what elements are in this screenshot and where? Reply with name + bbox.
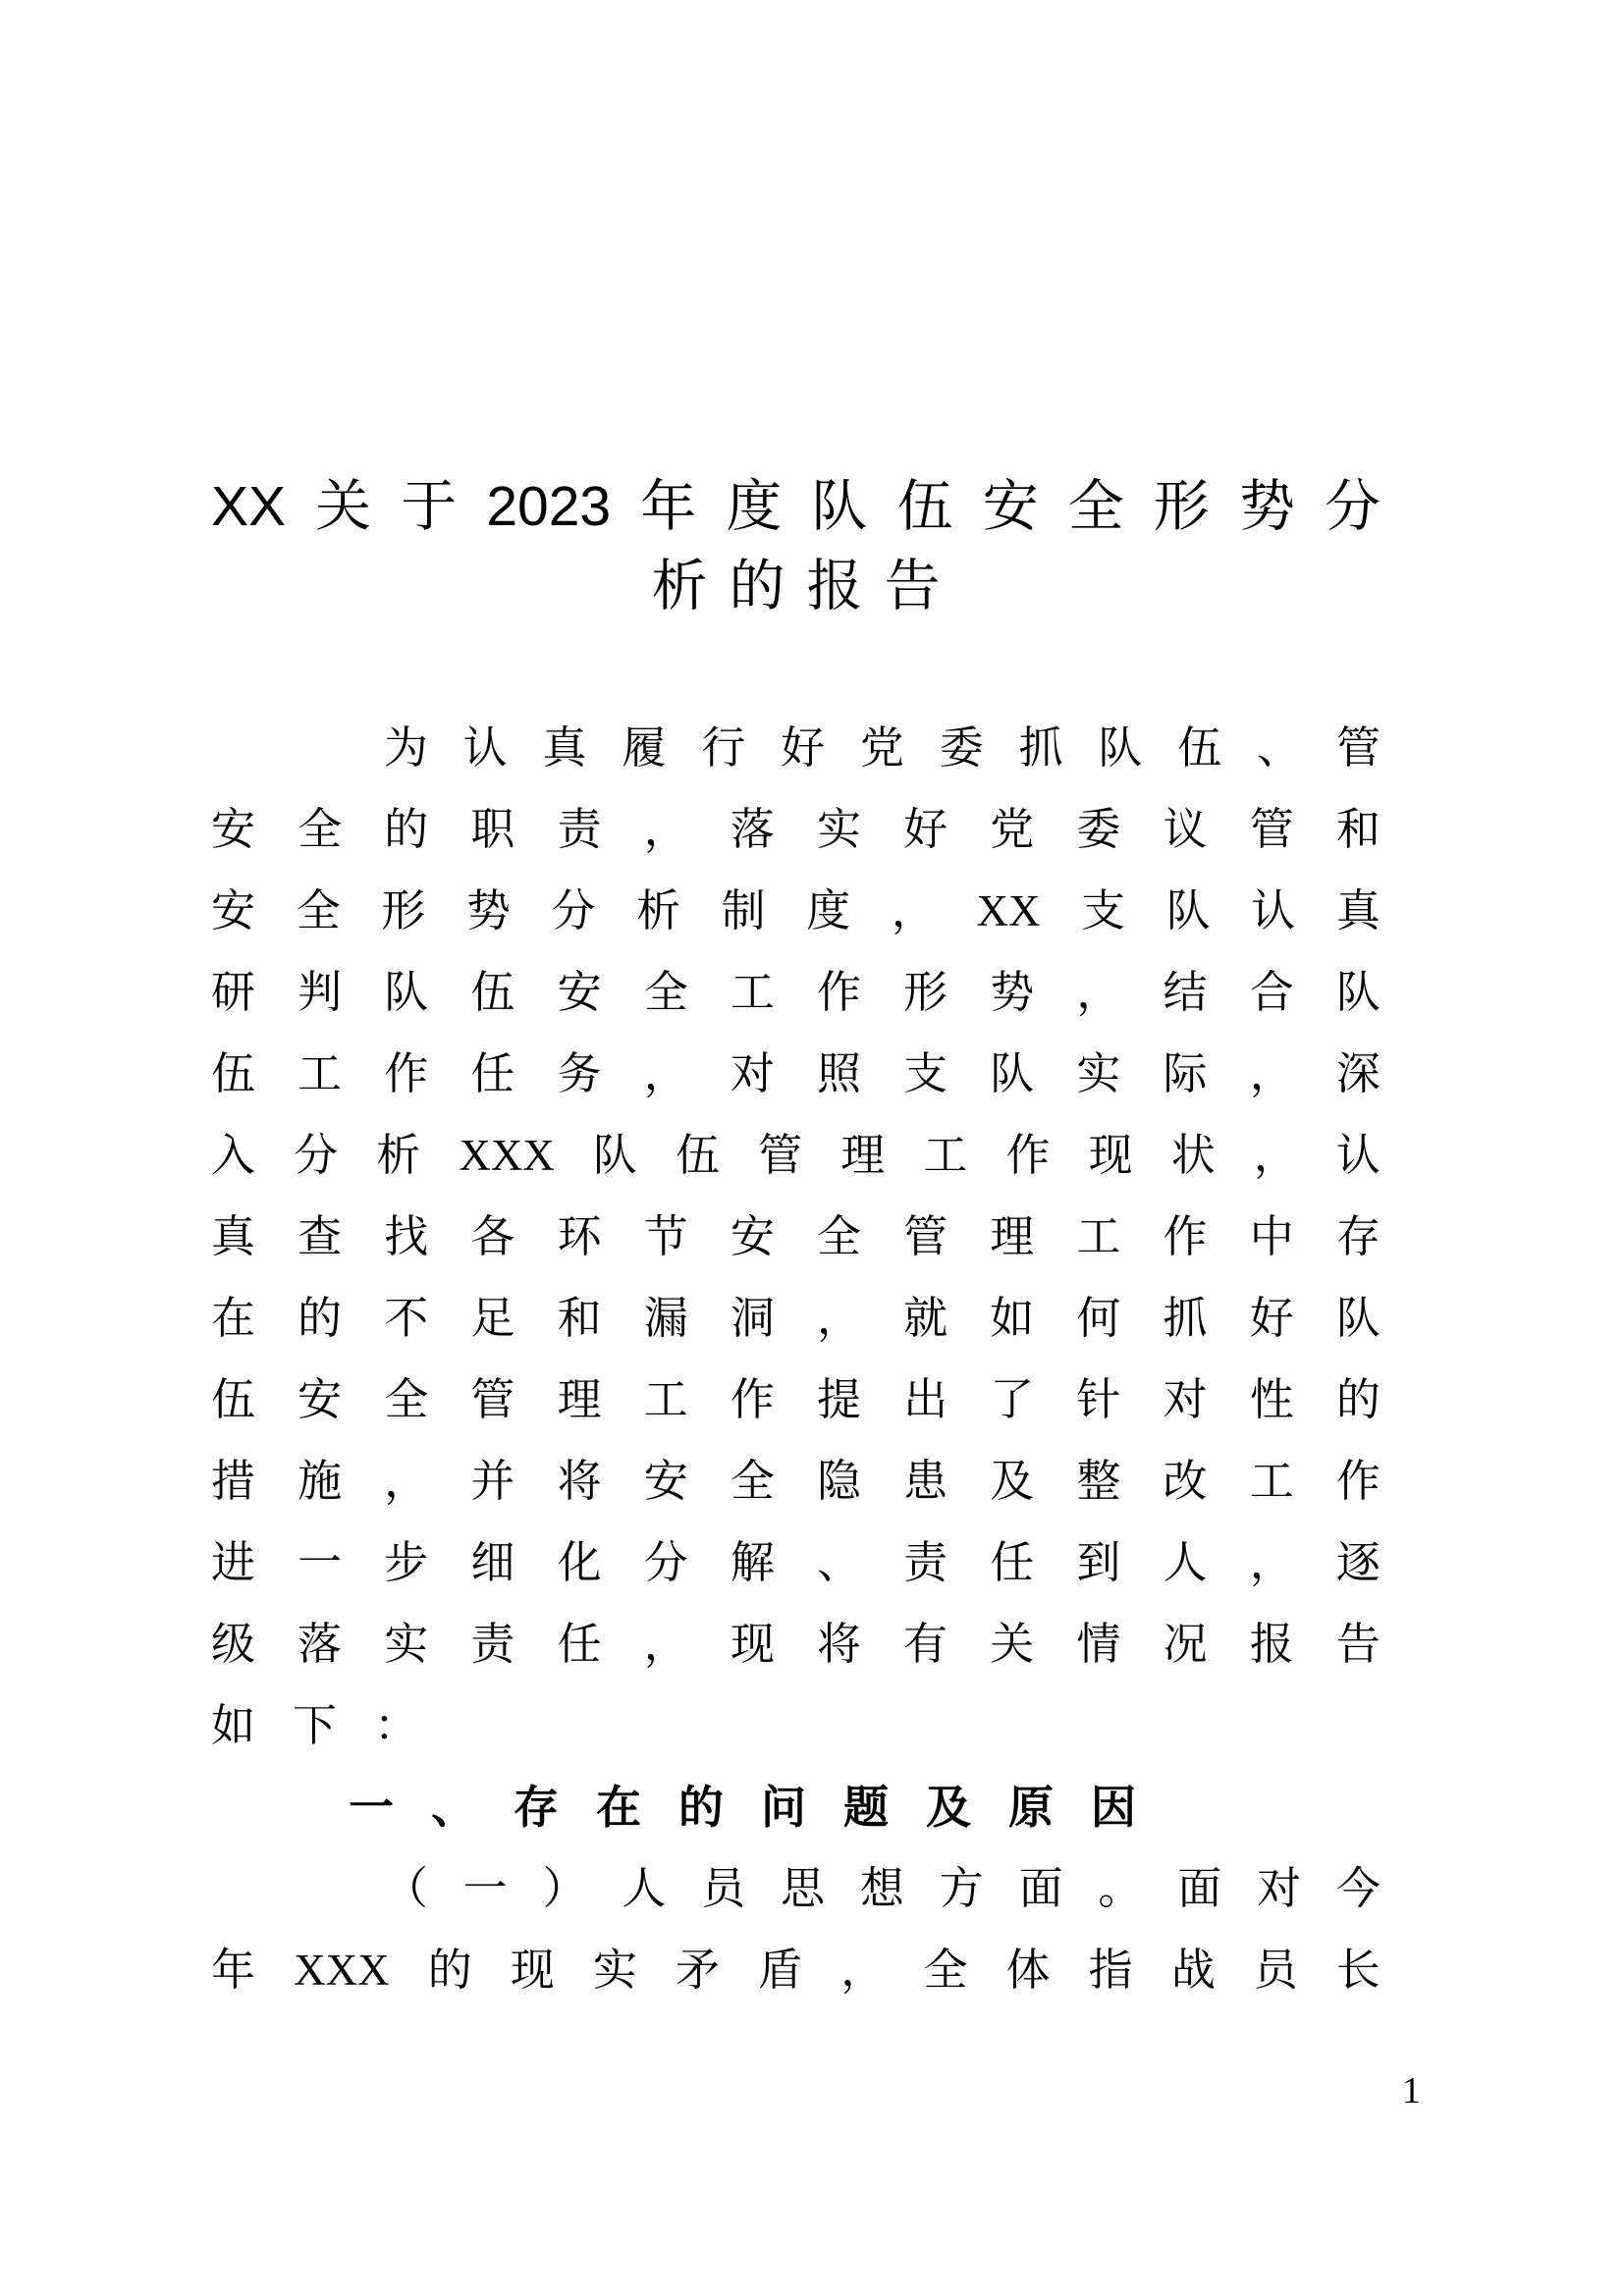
glyph: ：: [374, 1701, 419, 1750]
glyph: 存: [1335, 1212, 1380, 1261]
glyph: 管: [903, 1212, 948, 1261]
text-line: [211, 1441, 1380, 1522]
glyph: 对: [1163, 1375, 1208, 1424]
glyph: 结: [1163, 968, 1208, 1017]
glyph: 全: [643, 968, 688, 1017]
glyph: 作: [1005, 1131, 1051, 1180]
text-line: [211, 1522, 1380, 1604]
glyph: 就: [903, 1294, 948, 1343]
glyph: 及: [926, 1782, 971, 1833]
glyph: 全: [816, 1212, 861, 1261]
glyph: 针: [1076, 1375, 1121, 1424]
glyph: ，: [1253, 1131, 1298, 1180]
glyph: ，: [891, 886, 936, 935]
glyph: XX: [211, 475, 287, 538]
text-line: [211, 1278, 1380, 1360]
glyph: 安: [211, 886, 256, 935]
glyph: 现: [730, 1620, 775, 1669]
glyph: ）: [542, 1864, 587, 1913]
glyph: 现: [510, 1946, 555, 1995]
glyph: 分: [643, 1538, 688, 1587]
glyph: 管: [1335, 723, 1380, 773]
glyph: ，: [643, 805, 688, 854]
glyph: 工: [1076, 1212, 1121, 1261]
glyph: 面: [1018, 1864, 1063, 1913]
glyph: XXX: [294, 1946, 390, 1995]
glyph: 2023: [486, 475, 612, 538]
glyph: 体: [1005, 1946, 1051, 1995]
glyph: 问: [761, 1782, 806, 1833]
glyph: ，: [1249, 1049, 1294, 1098]
glyph: 环: [557, 1212, 602, 1261]
glyph: 在: [211, 1294, 256, 1343]
glyph: 现: [1088, 1131, 1133, 1180]
glyph: 漏: [643, 1294, 688, 1343]
glyph: ，: [1076, 968, 1121, 1017]
glyph: 员: [701, 1864, 746, 1913]
glyph: 题: [843, 1782, 889, 1833]
glyph: 存: [514, 1782, 559, 1833]
glyph: 制: [721, 886, 766, 935]
glyph: 势: [1238, 475, 1295, 538]
document-title: [211, 467, 1380, 626]
glyph: 落: [730, 805, 775, 854]
glyph: 到: [1076, 1538, 1121, 1587]
text-line: [211, 1197, 1380, 1278]
glyph: 的: [729, 555, 785, 617]
glyph: 进: [211, 1538, 256, 1587]
glyph: 落: [298, 1620, 343, 1669]
glyph: 对: [730, 1049, 775, 1098]
glyph: 作: [730, 1375, 775, 1424]
glyph: 管: [758, 1131, 803, 1180]
glyph: 析: [651, 555, 708, 617]
glyph: 如: [990, 1294, 1035, 1343]
glyph: 各: [470, 1212, 515, 1261]
glyph: 、: [431, 1782, 476, 1833]
glyph: 足: [470, 1294, 515, 1343]
glyph: 的: [1335, 1375, 1380, 1424]
text-line: [211, 871, 1380, 952]
glyph: 度: [726, 475, 783, 538]
glyph: 工: [298, 1049, 343, 1098]
glyph: 伍: [1177, 723, 1222, 773]
glyph: 原: [1008, 1782, 1054, 1833]
glyph: 认: [1335, 1131, 1380, 1180]
text-line: [211, 467, 1380, 547]
glyph: 将: [816, 1620, 861, 1669]
glyph: 提: [816, 1375, 861, 1424]
heading-line: [211, 1767, 1380, 1848]
glyph: ，: [840, 1946, 886, 1995]
text-line: [211, 1360, 1380, 1441]
glyph: 队: [1335, 968, 1380, 1017]
glyph: 分: [551, 886, 596, 935]
glyph: 找: [384, 1212, 429, 1261]
page-number: 1: [1402, 2070, 1421, 2111]
glyph: ，: [384, 1457, 429, 1506]
glyph: 人: [622, 1864, 667, 1913]
glyph: 队: [592, 1131, 637, 1180]
glyph: 性: [1249, 1375, 1294, 1424]
glyph: 状: [1170, 1131, 1216, 1180]
glyph: 研: [211, 968, 256, 1017]
glyph: 年: [640, 475, 697, 538]
glyph: 盾: [758, 1946, 803, 1995]
glyph: 实: [1076, 1049, 1121, 1098]
text-line: [211, 952, 1380, 1034]
glyph: 分: [294, 1131, 339, 1180]
glyph: 全: [384, 1375, 429, 1424]
glyph: 析: [636, 886, 681, 935]
glyph: 理: [557, 1375, 602, 1424]
first-line-indent: [211, 1807, 311, 1808]
glyph: 委: [1076, 805, 1121, 854]
glyph: 安: [982, 475, 1039, 538]
glyph: 队: [990, 1049, 1035, 1098]
glyph: 。: [1098, 1864, 1143, 1913]
text-line: [211, 1034, 1380, 1115]
glyph: 方: [939, 1864, 984, 1913]
glyph: 安: [643, 1457, 688, 1506]
glyph: 并: [470, 1457, 515, 1506]
glyph: 安: [730, 1212, 775, 1261]
glyph: 支: [903, 1049, 948, 1098]
glyph: 伍: [211, 1049, 256, 1098]
glyph: 真: [211, 1212, 256, 1261]
glyph: 员: [1253, 1946, 1298, 1995]
glyph: 支: [1081, 886, 1126, 935]
glyph: 解: [730, 1538, 775, 1587]
glyph: 履: [622, 723, 667, 773]
glyph: XX: [976, 886, 1041, 935]
glyph: 节: [643, 1212, 688, 1261]
glyph: 深: [1335, 1049, 1380, 1098]
glyph: 何: [1076, 1294, 1121, 1343]
glyph: 面: [1177, 1864, 1222, 1913]
glyph: 和: [557, 1294, 602, 1343]
glyph: 队: [1335, 1294, 1380, 1343]
glyph: 形: [903, 968, 948, 1017]
glyph: 施: [298, 1457, 343, 1506]
text-line: [211, 789, 1380, 871]
glyph: 的: [384, 805, 429, 854]
glyph: 全: [730, 1457, 775, 1506]
glyph: 指: [1088, 1946, 1133, 1995]
glyph: 队: [384, 968, 429, 1017]
glyph: 报: [806, 555, 863, 617]
glyph: 矛: [676, 1946, 721, 1995]
glyph: 告: [1335, 1620, 1380, 1669]
glyph: 工: [1249, 1457, 1294, 1506]
glyph: 措: [211, 1457, 256, 1506]
glyph: 级: [211, 1620, 256, 1669]
text-line: [211, 1848, 1380, 1930]
text-line: [211, 1115, 1380, 1197]
glyph: 出: [903, 1375, 948, 1424]
glyph: 将: [557, 1457, 602, 1506]
glyph: 对: [1257, 1864, 1302, 1913]
glyph: 有: [903, 1620, 948, 1669]
glyph: 入: [211, 1131, 256, 1180]
glyph: 任: [470, 1049, 515, 1098]
glyph: 告: [884, 555, 941, 617]
glyph: 认: [1251, 886, 1296, 935]
glyph: 关: [315, 475, 372, 538]
glyph: 实: [384, 1620, 429, 1669]
glyph: 形: [381, 886, 426, 935]
glyph: ，: [643, 1049, 688, 1098]
glyph: 委: [939, 723, 984, 773]
glyph: 抓: [1163, 1294, 1208, 1343]
glyph: 队: [811, 475, 868, 538]
glyph: 作: [1335, 1457, 1380, 1506]
glyph: 一: [298, 1538, 343, 1587]
document-body: [211, 708, 1380, 2011]
glyph: 战: [1170, 1946, 1216, 1995]
text-line: [211, 1685, 1380, 1767]
glyph: 的: [427, 1946, 472, 1995]
glyph: 真: [1335, 886, 1380, 935]
text-line: [211, 1930, 1380, 2011]
glyph: 作: [816, 968, 861, 1017]
glyph: 查: [298, 1212, 343, 1261]
glyph: 洞: [730, 1294, 775, 1343]
glyph: 报: [1249, 1620, 1294, 1669]
glyph: 全: [923, 1946, 968, 1995]
glyph: 想: [859, 1864, 904, 1913]
glyph: 务: [557, 1049, 602, 1098]
glyph: 分: [1324, 475, 1380, 538]
glyph: 工: [923, 1131, 968, 1180]
glyph: 及: [990, 1457, 1035, 1506]
glyph: 队: [1165, 886, 1211, 935]
glyph: 情: [1076, 1620, 1121, 1669]
glyph: 好: [903, 805, 948, 854]
glyph: 党: [990, 805, 1035, 854]
glyph: 安: [211, 805, 256, 854]
glyph: 伍: [676, 1131, 721, 1180]
glyph: 管: [1249, 805, 1294, 854]
glyph: 不: [384, 1294, 429, 1343]
glyph: 的: [678, 1782, 724, 1833]
glyph: 管: [470, 1375, 515, 1424]
text-line: [211, 1604, 1380, 1685]
glyph: 党: [859, 723, 904, 773]
glyph: 抓: [1018, 723, 1063, 773]
glyph: 工: [643, 1375, 688, 1424]
glyph: 下: [293, 1701, 338, 1750]
glyph: 好: [1249, 1294, 1294, 1343]
glyph: 伍: [896, 475, 953, 538]
glyph: ，: [1249, 1538, 1294, 1587]
glyph: 伍: [211, 1375, 256, 1424]
glyph: 任: [990, 1538, 1035, 1587]
glyph: 中: [1249, 1212, 1294, 1261]
glyph: 作: [384, 1049, 429, 1098]
glyph: ，: [643, 1620, 688, 1669]
glyph: 作: [1163, 1212, 1208, 1261]
glyph: 隐: [816, 1457, 861, 1506]
document-content: [211, 467, 1380, 2011]
glyph: 责: [557, 805, 602, 854]
glyph: 全: [298, 805, 343, 854]
glyph: 际: [1163, 1049, 1208, 1098]
glyph: 好: [781, 723, 826, 773]
glyph: 了: [990, 1375, 1035, 1424]
glyph: 认: [462, 723, 508, 773]
glyph: 实: [816, 805, 861, 854]
glyph: 年: [211, 1946, 256, 1995]
glyph: 判: [298, 968, 343, 1017]
glyph: （: [383, 1864, 428, 1913]
glyph: 于: [401, 475, 458, 538]
glyph: 责: [903, 1538, 948, 1587]
glyph: 今: [1335, 1864, 1380, 1913]
glyph: 队: [1098, 723, 1143, 773]
glyph: 改: [1163, 1457, 1208, 1506]
first-line-indent: [211, 1889, 349, 1890]
text-line: [211, 547, 1380, 626]
glyph: 全: [1067, 475, 1124, 538]
glyph: 因: [1091, 1782, 1136, 1833]
glyph: 的: [298, 1294, 343, 1343]
glyph: 任: [557, 1620, 602, 1669]
glyph: 理: [840, 1131, 886, 1180]
glyph: 伍: [470, 968, 515, 1017]
glyph: 安: [298, 1375, 343, 1424]
glyph: 析: [376, 1131, 421, 1180]
glyph: 患: [903, 1457, 948, 1506]
glyph: 责: [470, 1620, 515, 1669]
glyph: 关: [990, 1620, 1035, 1669]
glyph: 全: [296, 886, 341, 935]
glyph: 行: [701, 723, 746, 773]
glyph: 照: [816, 1049, 861, 1098]
glyph: XXX: [459, 1131, 555, 1180]
glyph: 步: [384, 1538, 429, 1587]
glyph: ，: [816, 1294, 861, 1343]
glyph: 工: [730, 968, 775, 1017]
glyph: 、: [816, 1538, 861, 1587]
glyph: 在: [596, 1782, 641, 1833]
glyph: 化: [557, 1538, 602, 1587]
glyph: 合: [1249, 968, 1294, 1017]
glyph: 势: [990, 968, 1035, 1017]
glyph: 真: [542, 723, 587, 773]
glyph: 整: [1076, 1457, 1121, 1506]
glyph: 职: [470, 805, 515, 854]
glyph: 人: [1163, 1538, 1208, 1587]
text-line: [211, 708, 1380, 789]
glyph: 思: [781, 1864, 826, 1913]
glyph: 长: [1335, 1946, 1380, 1995]
glyph: 一: [462, 1864, 508, 1913]
glyph: 势: [465, 886, 511, 935]
glyph: 为: [383, 723, 428, 773]
glyph: 、: [1257, 723, 1302, 773]
glyph: 细: [470, 1538, 515, 1587]
glyph: 议: [1163, 805, 1208, 854]
glyph: 安: [557, 968, 602, 1017]
glyph: 逐: [1335, 1538, 1380, 1587]
glyph: 理: [990, 1212, 1035, 1261]
glyph: 如: [211, 1701, 256, 1750]
glyph: 一: [349, 1782, 394, 1833]
glyph: 和: [1335, 805, 1380, 854]
first-line-indent: [211, 748, 349, 749]
glyph: 度: [806, 886, 851, 935]
glyph: 形: [1153, 475, 1210, 538]
glyph: 况: [1163, 1620, 1208, 1669]
glyph: 实: [592, 1946, 637, 1995]
